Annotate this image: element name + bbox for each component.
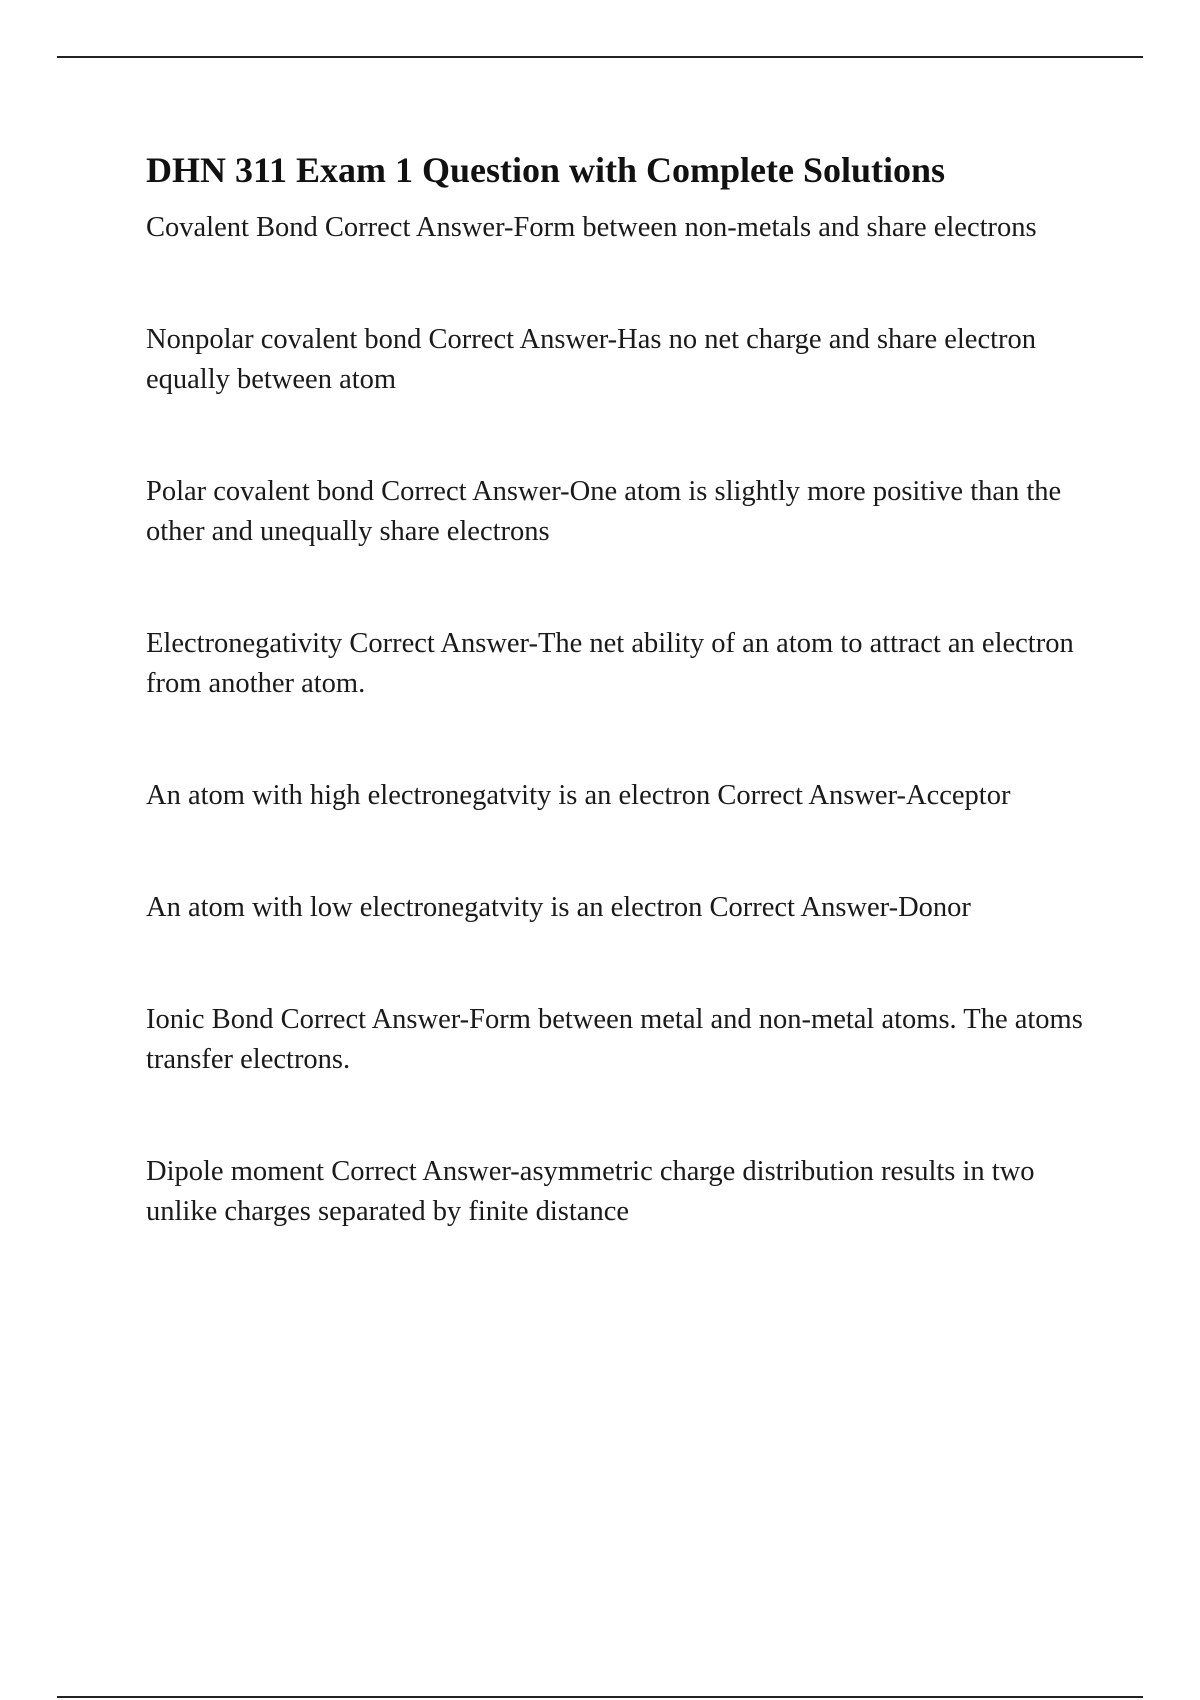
qa-item-ionic-bond: Ionic Bond Correct Answer-Form between metal and non-metal atoms. The atoms transfer electrons. — [146, 1004, 1083, 1075]
qa-item-electronegativity: Electronegativity Correct Answer-The net ability of an atom to attract an electron from another atom. — [146, 628, 1074, 699]
qa-list — [146, 208, 1096, 1232]
qa-item-dipole-moment: Dipole moment Correct Answer-asymmetric charge distribution results in two unlike charges separated by finite distance — [146, 1156, 1035, 1227]
qa-item-covalent-bond: Covalent Bond Correct Answer-Form between non-metals and share electrons — [146, 212, 1037, 243]
footer-rule — [57, 1696, 1143, 1698]
header-rule — [57, 56, 1143, 58]
qa-item-nonpolar-covalent-bond: Nonpolar covalent bond Correct Answer-Has no net charge and share electron equally between atom — [146, 324, 1036, 395]
document-title: DHN 311 Exam 1 Question with Complete Solutions — [146, 150, 946, 190]
qa-item-high-electronegativity: An atom with high electronegatvity is an electron Correct Answer-Acceptor — [146, 780, 1011, 811]
document-body — [146, 148, 1096, 1232]
qa-item-polar-covalent-bond: Polar covalent bond Correct Answer-One atom is slightly more positive than the other and unequally share electrons — [146, 476, 1062, 547]
qa-item-low-electronegativity: An atom with low electronegatvity is an electron Correct Answer-Donor — [146, 892, 971, 923]
